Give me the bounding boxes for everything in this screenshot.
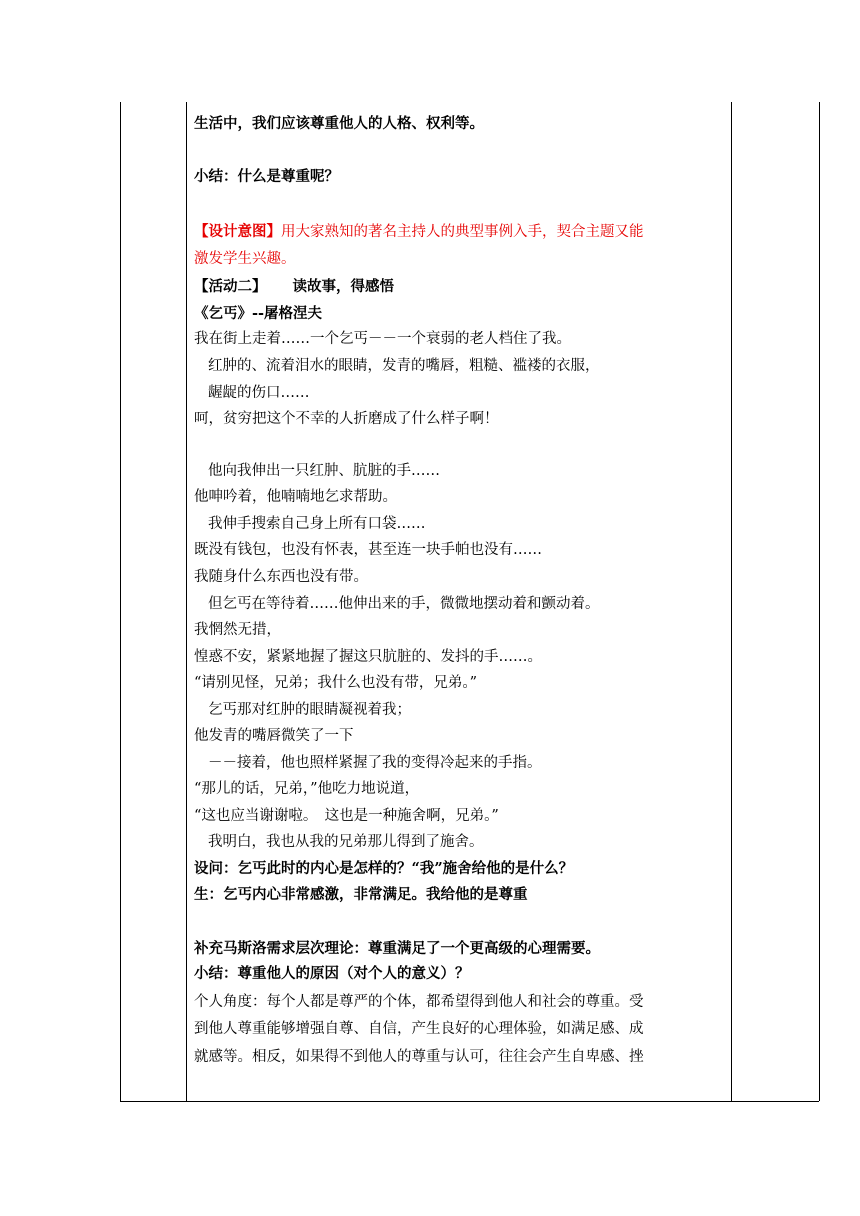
story-line: 惶惑不安，紧紧地握了握这只肮脏的、发抖的手……。 <box>194 649 542 665</box>
story-line: 他发青的嘴唇微笑了一下 <box>194 728 354 744</box>
story-line: 既没有钱包，也没有怀表，甚至连一块手帕也没有…… <box>194 542 542 558</box>
story-line: 呵，贫穷把这个不幸的人折磨成了什么样子啊！ <box>194 411 499 427</box>
story-line: 我在街上走着……一个乞丐－－一个衰弱的老人档住了我。 <box>194 331 571 347</box>
story-line: 我伸手搜索自己身上所有口袋…… <box>208 516 426 532</box>
design-intent-text: 用大家熟知的著名主持人的典型事例入手，契合主题又能 <box>281 224 644 240</box>
activity-title: 读故事，得感悟 <box>292 278 394 295</box>
activity-label: 【活动二】 <box>194 278 267 295</box>
story-line: －－接着，他也照样紧握了我的变得冷起来的手指。 <box>208 755 542 771</box>
story-line: 但乞丐在等待着……他伸出来的手，微微地摆动着和颤动着。 <box>208 596 600 612</box>
paragraph-line: 就感等。相反，如果得不到他人的尊重与认可，往往会产生自卑感、挫 <box>194 1049 644 1065</box>
design-intent-text-cont: 激发学生兴趣。 <box>194 251 296 267</box>
text-line: 生活中，我们应该尊重他人的人格、权利等。 <box>194 115 484 132</box>
story-line: 我惘然无措， <box>194 622 281 638</box>
table-border-col1 <box>186 102 187 1101</box>
story-line: “这也应当谢谢啦。 这也是一种施舍啊，兄弟。” <box>194 808 499 824</box>
design-intent-label: 【设计意图】 <box>194 223 281 240</box>
story-line: 龌龊的伤口…… <box>208 385 310 401</box>
paragraph-line: 个人角度：每个人都是尊严的个体，都希望得到他人和社会的尊重。受 <box>194 994 644 1010</box>
table-border-col2 <box>731 102 732 1101</box>
question-line: 设问：乞丐此时的内心是怎样的？“我”施舍给他的是什么？ <box>194 860 574 877</box>
story-line: 我明白，我也从我的兄弟那儿得到了施舍。 <box>208 834 484 850</box>
story-line: 他向我伸出一只红肿、肮脏的手…… <box>208 463 440 479</box>
answer-line: 生：乞丐内心非常感激，非常满足。我给他的是尊重 <box>194 886 528 903</box>
story-line: 我随身什么东西也没有带。 <box>194 569 368 585</box>
table-border-bottom <box>120 1101 819 1102</box>
paragraph-line: 到他人尊重能够增强自尊、自信，产生良好的心理体验，如满足感、成 <box>194 1021 644 1037</box>
story-line: “那儿的话，兄弟，”他吃力地说道， <box>194 781 420 797</box>
summary-reason-heading: 小结：尊重他人的原因（对个人的意义）？ <box>194 965 470 982</box>
activity-heading <box>194 278 394 296</box>
table-border-right <box>819 102 820 1101</box>
table-border-left <box>120 102 121 1101</box>
design-intent-line <box>194 223 644 241</box>
story-line: 红肿的、流着泪水的眼睛，发青的嘴唇，粗糙、褴褛的衣服， <box>208 358 600 374</box>
theory-line: 补充马斯洛需求层次理论：尊重满足了一个更高级的心理需要。 <box>194 940 600 957</box>
story-title: 《乞丐》--屠格涅夫 <box>194 305 323 322</box>
story-line: 他呻吟着，他喃喃地乞求帮助。 <box>194 489 397 505</box>
summary-heading: 小结：什么是尊重呢？ <box>194 168 339 185</box>
story-line: “请别见怪，兄弟；我什么也没有带，兄弟。” <box>194 675 478 691</box>
story-line: 乞丐那对红肿的眼睛凝视着我； <box>208 702 411 718</box>
